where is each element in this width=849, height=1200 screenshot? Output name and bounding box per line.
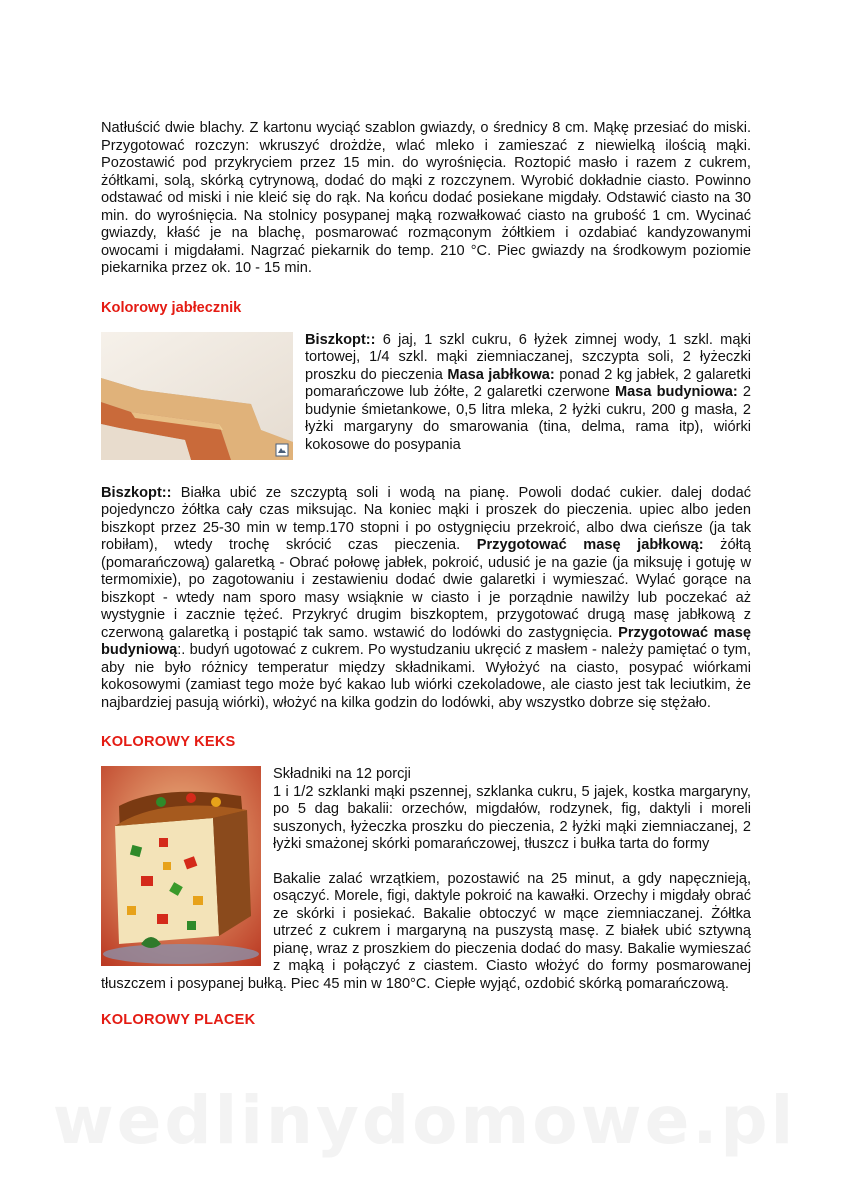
- jablecznik-method: Biszkopt:: Białka ubić ze szczyptą soli i wodą na pianę. Powoli dodać cukier. dalej dodać pojedynczo żółtka cały czas miksując. Na koniec mąki i proszek do pieczenia. upiec albo jeden biszkopt przez 25-30 min w temp.170 stopni i po ostygnięciu przekroić, albo dwa cieńsze (ja tak robiłam), wtedy trochę skrócić czas pieczenia. Przygotować masę jabłkową: żółtą (pomarańczową) galaretką - Obrać połowę jabłek, pokroić, udusić je na gazie (ja miksuję i gotuję w termomixie), po zagotowaniu i zestawieniu dodać dwie galaretki i wymieszać. Wylać gorące na biszkopt - wtedy nam sporo masy wsiąknie w ciasto i je porządnie nawilży lub poczekać aż wystygnie i zacznie tężeć. Przykryć drugim biszkoptem, przygotować drugą masę jabłkową z czerwoną galaretką i postąpić tak samo. wstawić do lodówki do zastygnięcia. Przygotować masę budyniową:. budyń ugotować z cukrem. Po wystudzaniu ukręcić z masłem - należy pamiętać o tym, aby nie było różnicy temperatur między składnikami. Wyłożyć na ciasto, posypać wiórkami kokosowymi (zamiast tego może być kakao lub wiórki czekoladowe, ale ciasto jest tak leciutkim, że najbardziej pasują wiórki), włożyć na kilka godzin do lodówki, aby wszystko dobrze się stężało.: [101, 484, 752, 711]
- heading-kolorowy-placek: KOLOROWY PLACEK: [101, 1012, 256, 1028]
- jablecznik-ingredients: Biszkopt:: 6 jaj, 1 szkl cukru, 6 łyżek zimnej wody, 1 szkl. mąki tortowej, 1/4 szkl. mąki ziemniaczanej, szczypta soli, 2 łyżeczki proszku do pieczenia Masa jabłkowa: ponad 2 kg jabłek, 2 galaretki pomarańczowe lub żółte, 2 galaretki czerwone Masa budyniowa: 2 budynie śmietankowe, 0,5 litra mleka, 2 łyżki cukru, 200 g masła, 2 łyżki margaryny do smarowania (tina, delma, rama itp), wiórki kokosowe do posypania: [305, 331, 752, 453]
- heading-kolorowy-keks: KOLOROWY KEKS: [101, 734, 236, 750]
- apple-cake-illustration: [101, 332, 293, 460]
- photo-corner-icon: [275, 443, 289, 457]
- masa-jablkowa-label: Masa jabłkowa:: [447, 366, 555, 383]
- masa-budyniowa-label: Masa budyniowa:: [614, 384, 738, 400]
- heading-kolorowy-jablecznik: Kolorowy jabłecznik: [101, 299, 242, 316]
- biszkopt-label: Biszkopt::: [305, 331, 376, 348]
- keks-portions: Składniki na 12 porcji: [273, 766, 411, 782]
- keks-method: Bakalie zalać wrzątkiem, pozostawić na 25 minut, a gdy napęcznieją, osączyć. Morele, figi, daktyle pokroić na kawałki. Orzechy i migdały obrać ze skórki i posiekać. Bakalie obtoczyć w mące ziemniaczanej. Żółtka utrzeć z cukrem i margaryną na puszystą masę. Z białek ubić sztywną pianę, wraz z proszkiem do pieczenia dodać do masy. Bakalie wymieszać z mąką i połączyć z ciastem. Ciasto włożyć do formy posmarowanej tłuszczem i posypanej bułką. Piec 45 min w 180°C. Ciepłe wyjąć, ozdobić skórką pomarańczową.: [101, 870, 751, 992]
- method-biszkopt-label: Biszkopt::: [101, 484, 172, 501]
- method-budyniowa-label: Przygotować masę budyniową: [101, 624, 751, 658]
- fruit-cake-illustration: [101, 766, 261, 966]
- recipe-page: [101, 120, 751, 1044]
- watermark: wedlinydomowe.pl: [52, 1082, 797, 1159]
- method-jablkowa-label: Przygotować masę jabłkową:: [476, 537, 704, 553]
- keks-ingredients: 1 i 1/2 szklanki mąki pszennej, szklanka cukru, 5 jajek, kostka margaryny, po 5 dag bakalii: orzechów, migdałów, rodzynek, fig, daktyli i moreli suszonych, łyżeczka proszku do pieczenia, 2 łyżki mąki ziemniaczanej, 2 łyżki smażonej skórki pomarańczowej, tłuszcz i bułka tarta do formy: [273, 783, 751, 852]
- intro-paragraph: Natłuścić dwie blachy. Z kartonu wyciąć szablon gwiazdy, o średnicy 8 cm. Mąkę przesiać do miski. Przygotować rozczyn: wkruszyć drożdże, wlać mleko i zamieszać z niewielką ilością mąki. Pozostawić pod przykryciem przez 15 min. do wyrośnięcia. Roztopić masło i razem z cukrem, żółtkami, solą, skórką cytrynową, dodać do mąki z rozczynem. Wyrobić dokładnie ciasto. Powinno odstawać od miski i nie kleić się do rąk. Na końcu dodać posiekane migdały. Odstawić ciasto na 30 min. do wyrośnięcia. Na stolnicy posypanej mąką rozwałkować ciasto na grubość 1 cm. Wycinać gwiazdy, kłaść je na blachę, posmarować rozmąconym żółtkiem i ozdabiać kandyzowanymi owocami i migdałami. Nagrzać piekarnik do temp. 210 °C. Piec gwiazdy na środkowym poziomie piekarnika przez ok. 10 - 15 min.: [101, 120, 751, 276]
- keks-photo: [101, 766, 261, 966]
- apple-cake-photo: [101, 332, 293, 460]
